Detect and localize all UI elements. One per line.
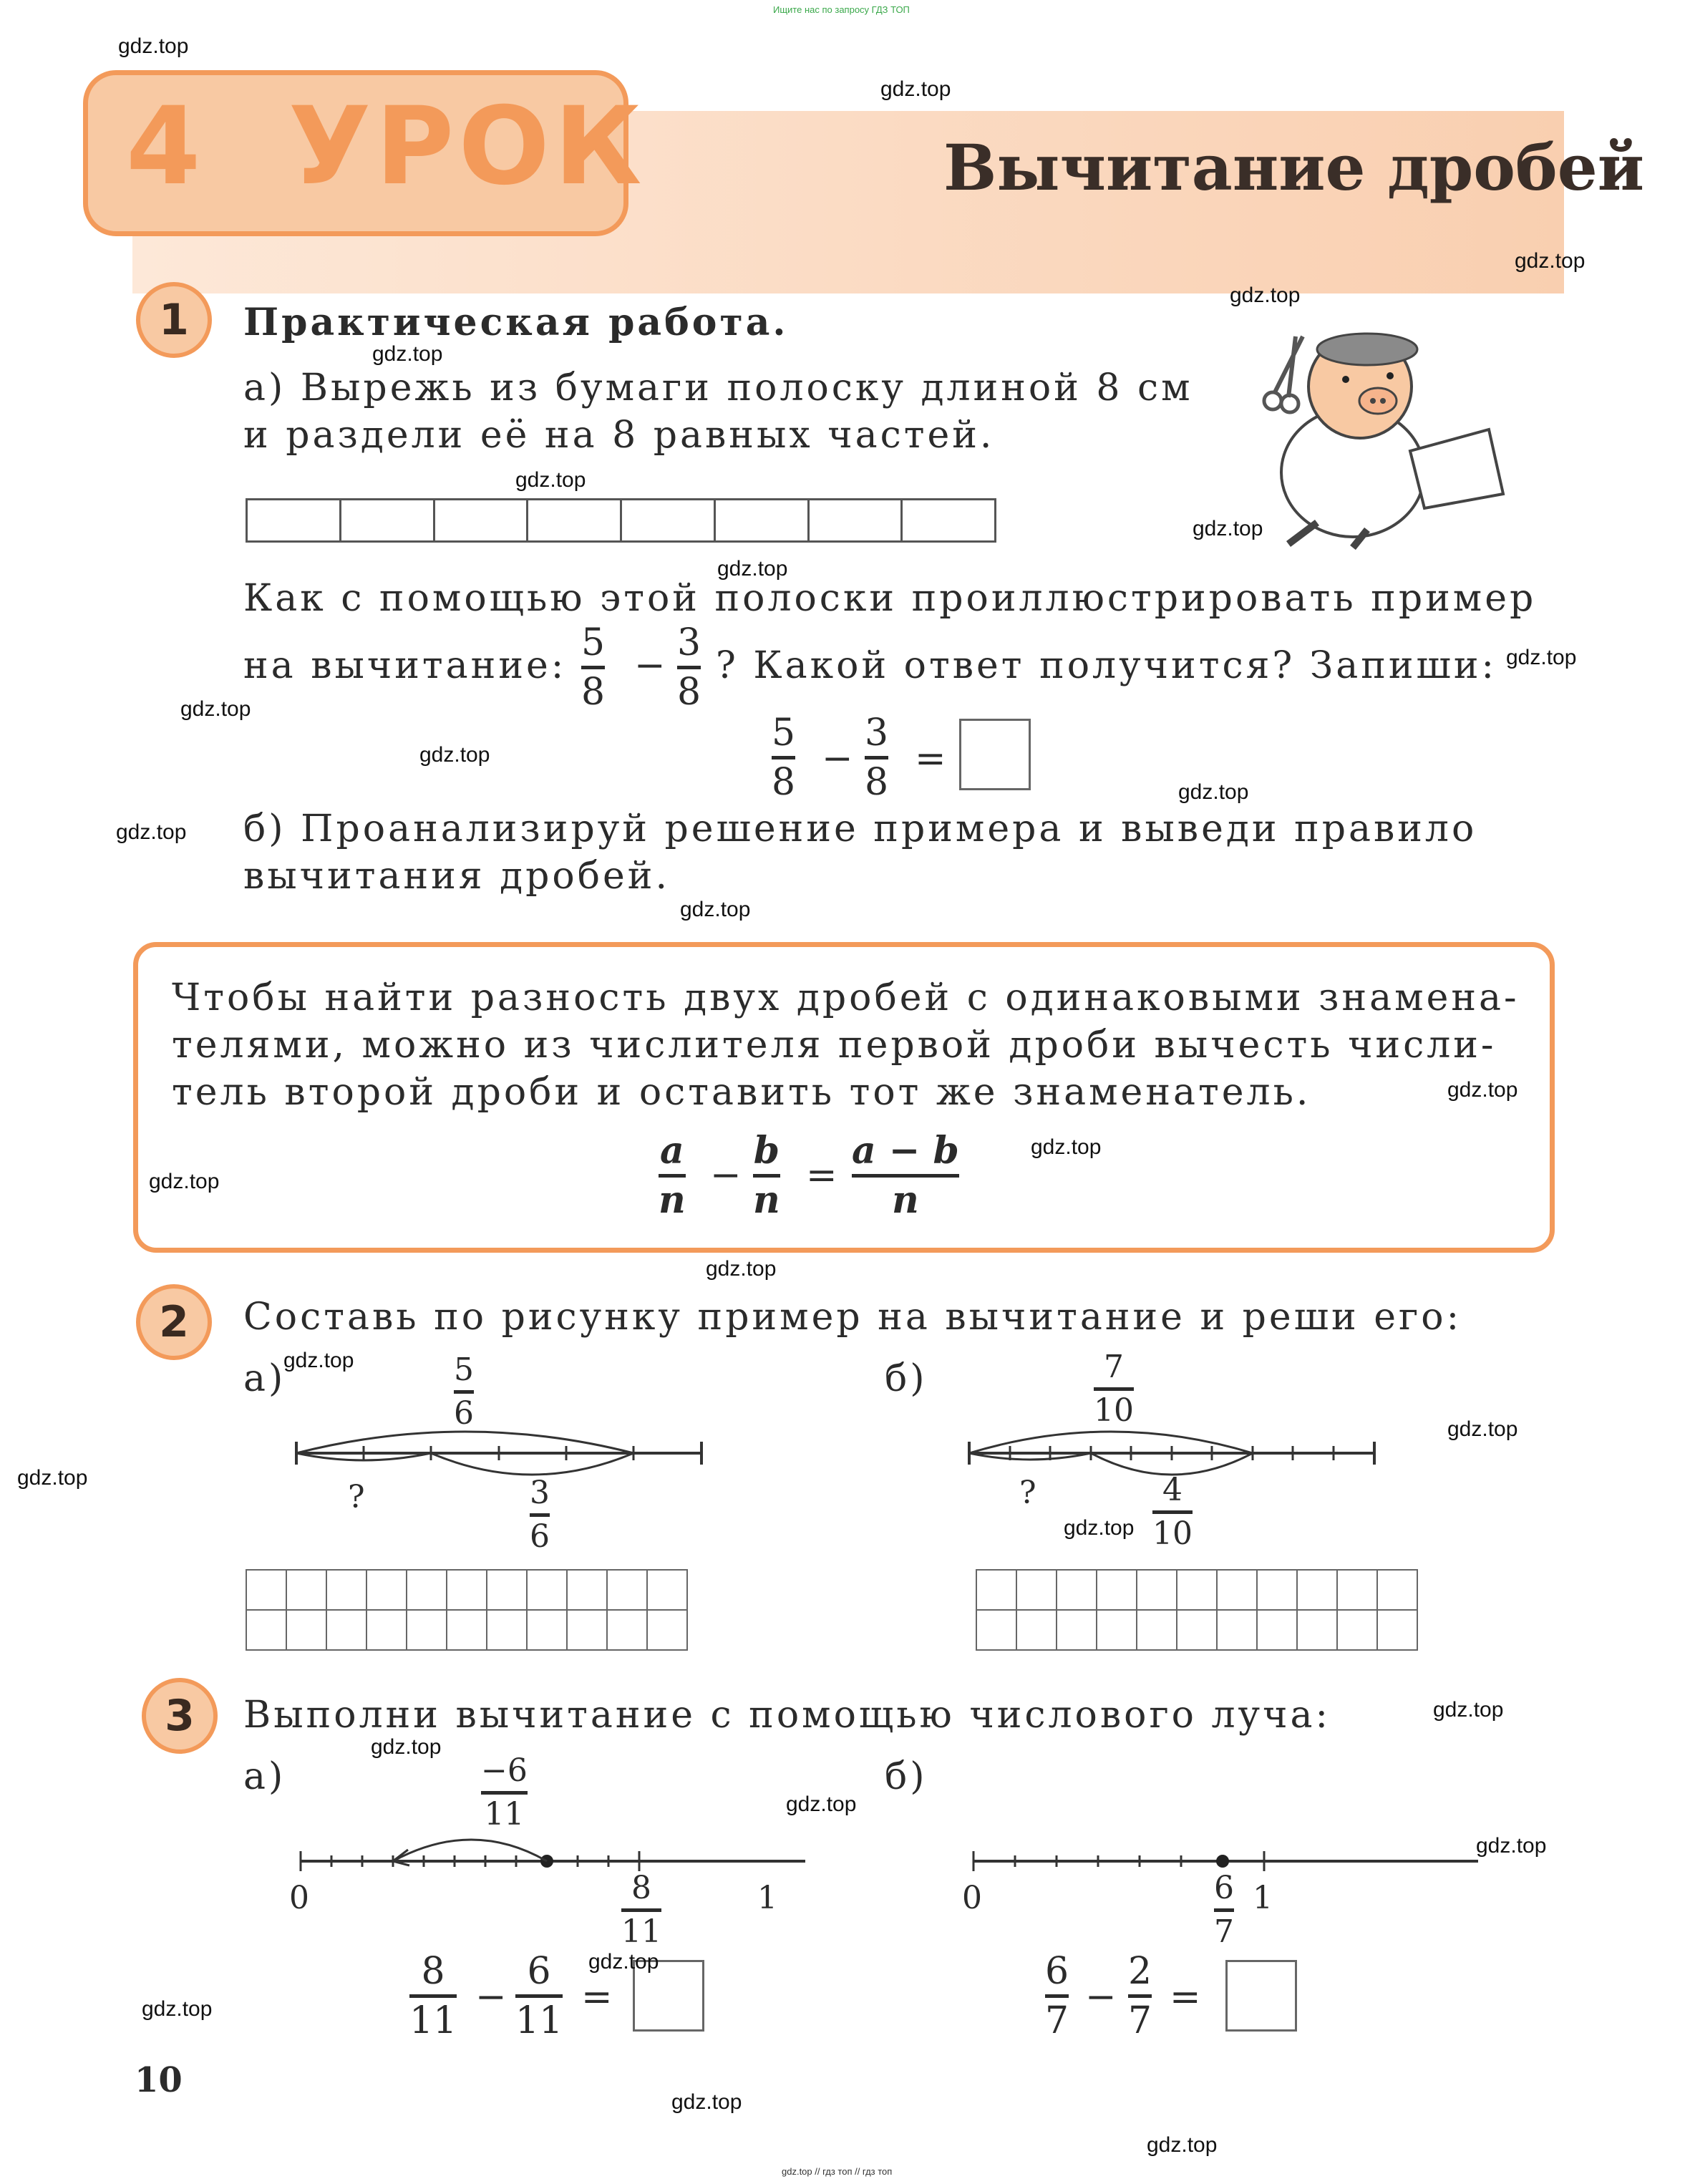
task1-question-pre: на вычитание: [243, 644, 567, 687]
watermark: gdz.top [717, 557, 788, 581]
task2-a-answer-grid[interactable] [246, 1569, 688, 1651]
watermark: gdz.top [371, 1735, 442, 1759]
task1-question-post: ? Какой ответ получится? Запиши: [716, 644, 1497, 687]
watermark: gdz.top [1476, 1834, 1547, 1858]
watermark: gdz.top [588, 1950, 659, 1974]
watermark: gdz.top [1506, 646, 1577, 669]
page-number: 10 [135, 2060, 183, 2100]
page-title: Вычитание дробей [943, 130, 1644, 205]
task1-eq-frac1: 5 8 [772, 712, 796, 804]
task3-b-eq2: 2 7 [1128, 1950, 1152, 2042]
task1-question-line1: Как с помощью этой полоски проиллюстрировать пример [243, 577, 1537, 620]
task3-a-eq-minus: − [475, 1976, 510, 2019]
task2-b-label: б) [885, 1357, 928, 1400]
watermark: gdz.top [515, 468, 586, 492]
rule-line2: телями, можно из числителя первой дроби вычесть числи- [172, 1024, 1497, 1067]
watermark: gdz.top [1064, 1516, 1135, 1540]
top-note: Ищите нас по запросу ГДЗ ТОП [773, 4, 910, 15]
watermark: gdz.top [17, 1466, 88, 1490]
watermark: gdz.top [1447, 1078, 1518, 1102]
task3-a-number-ray [293, 1818, 809, 1883]
task3-a-point-frac: 8 11 [621, 1870, 661, 1950]
watermark: gdz.top [680, 898, 751, 921]
task3-b-point-frac: 6 7 [1214, 1870, 1234, 1950]
task2-heading: Составь по рисунку пример на вычитание и реши его: [243, 1296, 1462, 1339]
task3-b-one: 1 [1253, 1880, 1276, 1916]
watermark: gdz.top [706, 1257, 777, 1281]
bottom-note: gdz.top // гдз топ // гдз топ [782, 2166, 893, 2177]
task3-b-eq1: 6 7 [1045, 1950, 1069, 2042]
task3-a-arc-label: −6 11 [481, 1752, 528, 1833]
watermark: gdz.top [1230, 283, 1301, 307]
task1-eq-frac2: 3 8 [865, 712, 889, 804]
task2-a-question: ? [348, 1479, 368, 1515]
task1-answer-box[interactable] [959, 719, 1031, 790]
watermark: gdz.top [283, 1349, 354, 1372]
lesson-label: 4 УРОК [126, 84, 646, 209]
watermark: gdz.top [116, 820, 187, 844]
watermark: gdz.top [1031, 1135, 1102, 1159]
task2-b-bottom-frac: 4 10 [1152, 1472, 1193, 1552]
task3-a-zero: 0 [289, 1880, 312, 1916]
rule-line1: Чтобы найти разность двух дробей с одинаковыми знамена- [172, 976, 1520, 1019]
task1-b-line2: вычитания дробей. [243, 855, 670, 898]
task1-a-line1: а) Вырежь из бумаги полоску длиной 8 см [243, 367, 1193, 409]
task1-eq-minus: − [822, 737, 856, 780]
rule-frac-result: a − b n [852, 1129, 959, 1222]
task3-a-eq-equals: = [581, 1976, 616, 2019]
task1-eq-equals: = [915, 737, 949, 780]
task2-a-top-frac: 5 6 [454, 1351, 474, 1432]
task3-number: 3 [142, 1678, 218, 1754]
task1-b-line1: б) Проанализируй решение примера и выведи правило [243, 807, 1477, 850]
watermark: gdz.top [1447, 1417, 1518, 1441]
task1-number: 1 [136, 282, 212, 358]
watermark: gdz.top [880, 77, 951, 101]
task1-a-line2: и раздели её на 8 равных частей. [243, 414, 995, 457]
task3-b-zero: 0 [962, 1880, 985, 1916]
task3-a-label: а) [243, 1755, 286, 1798]
watermark: gdz.top [1193, 517, 1263, 540]
rule-frac-b: b n [753, 1129, 780, 1222]
task1-frac1: 5 8 [581, 621, 606, 714]
watermark: gdz.top [149, 1170, 220, 1193]
task2-b-answer-grid[interactable] [976, 1569, 1418, 1651]
task3-a-eq1: 8 11 [409, 1950, 457, 2042]
watermark: gdz.top [419, 743, 490, 767]
watermark: gdz.top [671, 2090, 742, 2114]
task2-b-question: ? [1019, 1475, 1039, 1511]
pig-illustration [1188, 308, 1517, 551]
task3-b-eq-minus: − [1085, 1976, 1120, 2019]
rule-equals: = [806, 1154, 840, 1197]
task1-frac2: 3 8 [677, 621, 701, 714]
task1-heading: Практическая работа. [243, 301, 789, 344]
watermark: gdz.top [180, 697, 251, 721]
rule-minus: − [710, 1154, 744, 1197]
task2-a-bottom-frac: 3 6 [530, 1475, 550, 1555]
rule-frac-a: a n [659, 1129, 686, 1222]
task3-b-label: б) [885, 1755, 928, 1798]
task2-number: 2 [136, 1284, 212, 1360]
task3-b-eq-equals: = [1170, 1976, 1204, 2019]
watermark: gdz.top [142, 1997, 213, 2021]
watermark: gdz.top [1515, 249, 1585, 273]
task3-heading: Выполни вычитание с помощью числового луча: [243, 1694, 1331, 1737]
task3-b-answer-box[interactable] [1225, 1960, 1297, 2032]
watermark: gdz.top [1147, 2133, 1218, 2157]
task3-a-one: 1 [757, 1880, 780, 1916]
task2-b-top-frac: 7 10 [1094, 1349, 1134, 1429]
watermark: gdz.top [372, 342, 443, 366]
paper-strip [246, 498, 996, 543]
task1-minus: − [634, 644, 669, 687]
watermark: gdz.top [118, 34, 189, 58]
watermark: gdz.top [786, 1792, 857, 1816]
task2-a-label: а) [243, 1357, 286, 1400]
rule-line3: тель второй дроби и оставить тот же знаменатель. [172, 1071, 1311, 1114]
task3-a-eq2: 6 11 [515, 1950, 563, 2042]
watermark: gdz.top [1178, 780, 1249, 804]
watermark: gdz.top [1433, 1698, 1504, 1722]
